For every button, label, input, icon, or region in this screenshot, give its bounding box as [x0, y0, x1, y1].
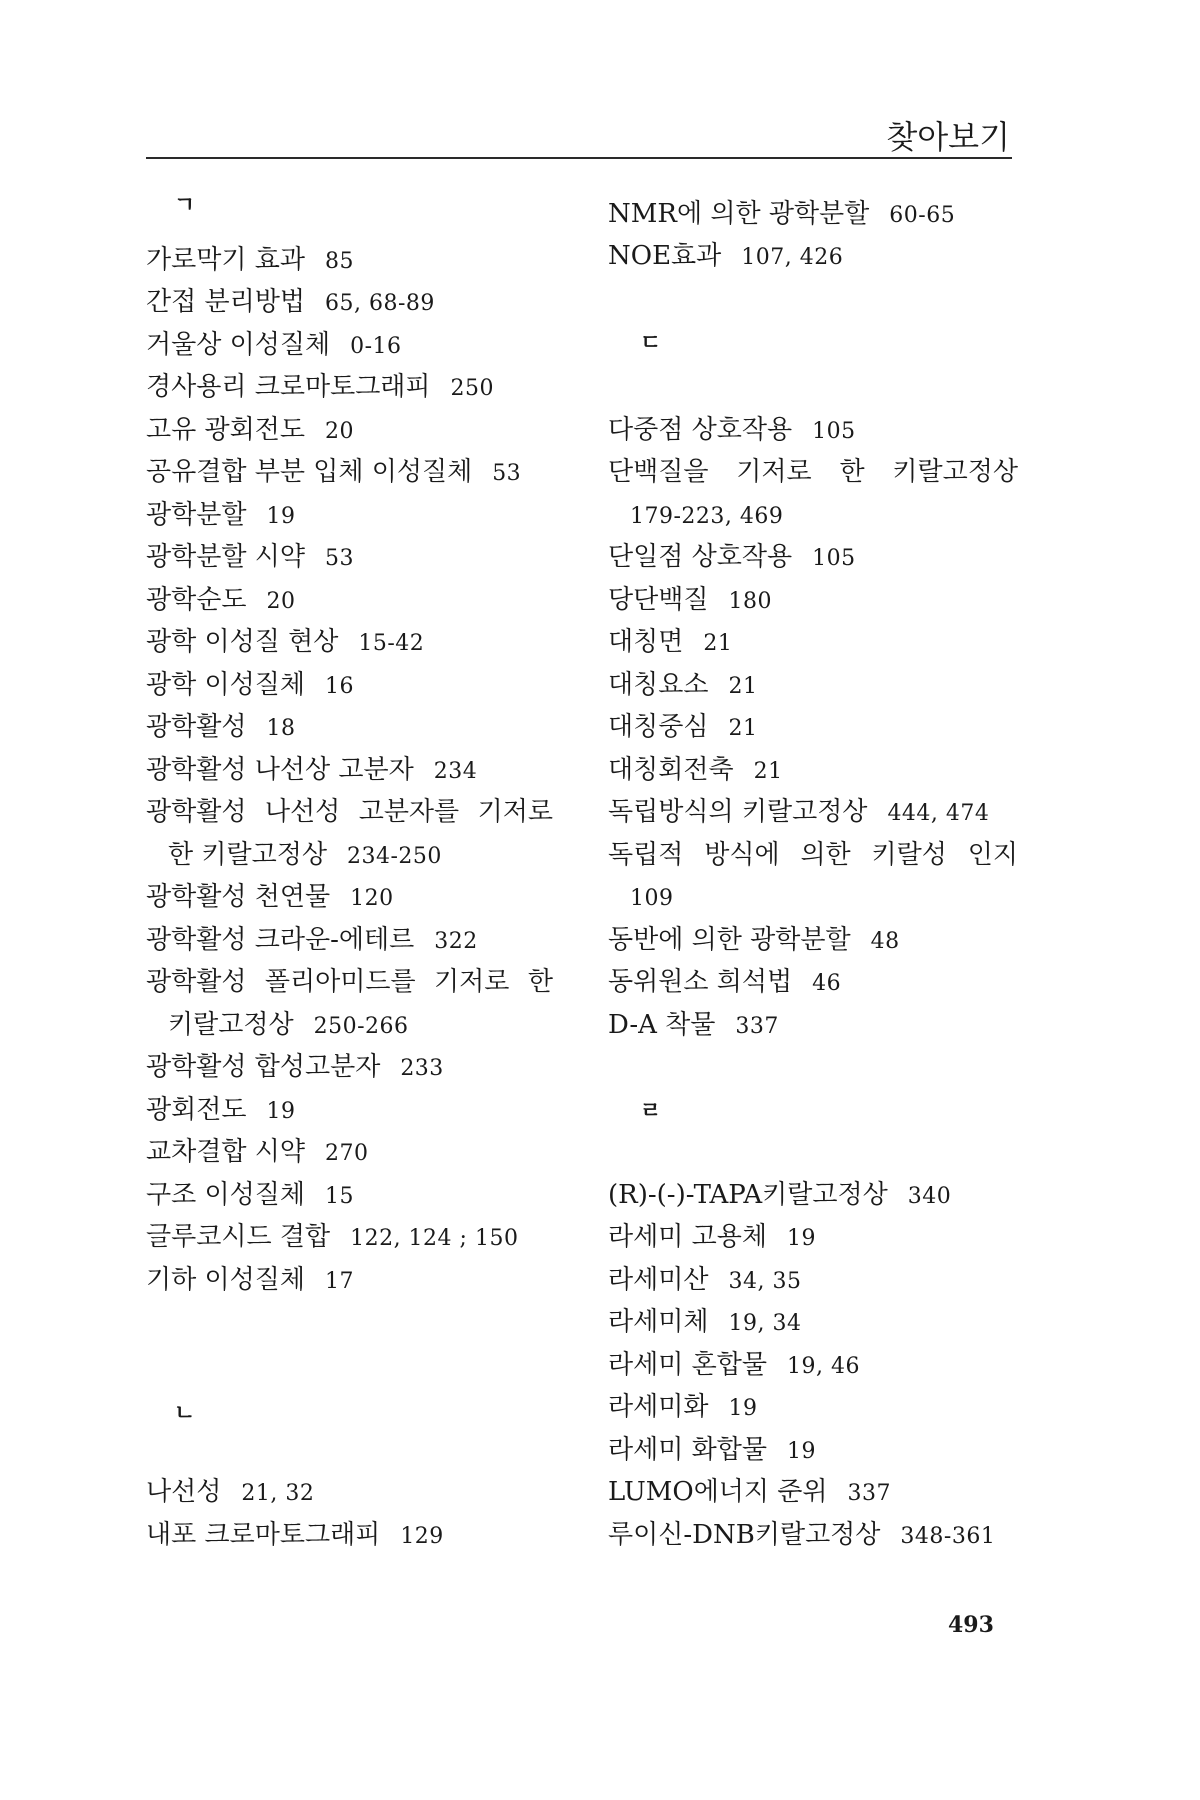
index-entry	[146, 454, 521, 492]
entry-pages: 21	[728, 674, 758, 699]
entry-term: 교차결합 시약	[146, 1137, 305, 1167]
index-entry	[146, 879, 394, 917]
index-entry	[608, 1262, 801, 1300]
index-entry	[608, 709, 757, 747]
entry-pages: 105	[812, 546, 856, 571]
entry-word: 고분자를	[358, 797, 460, 827]
entry-term: 나선성	[146, 1477, 222, 1507]
entry-term: 라세미 화합물	[608, 1435, 767, 1465]
entry-term: 내포 크로마토그래피	[146, 1520, 381, 1550]
index-entry	[608, 1389, 757, 1427]
entry-pages: 85	[324, 249, 354, 274]
entry-pages: 250	[450, 376, 495, 401]
entry-pages: 21, 32	[241, 1481, 315, 1506]
entry-word: 기저로	[477, 797, 553, 827]
entry-pages: 16	[324, 674, 354, 699]
entry-term: 광학 이성질 현상	[146, 627, 339, 657]
index-entry	[146, 1474, 314, 1512]
index-entry	[608, 1304, 801, 1342]
entry-pages: 322	[434, 929, 478, 954]
entry-pages: 234-250	[346, 844, 442, 869]
index-entry	[608, 624, 732, 662]
entry-word: 키랄성	[871, 840, 947, 870]
entry-term: 광학순도	[146, 585, 247, 615]
entry-pages: 19, 34	[728, 1311, 802, 1336]
index-entry	[146, 412, 354, 450]
entry-term: 거울상 이성질체	[146, 330, 331, 360]
entry-word: 나선성	[264, 797, 341, 827]
entry-pages: 19	[266, 1099, 296, 1124]
entry-pages: 21	[703, 631, 733, 656]
entry-pages: 19, 46	[786, 1354, 860, 1379]
index-entry	[146, 1177, 354, 1215]
index-entry-justified	[146, 794, 553, 830]
entry-term: 라세미 고용체	[608, 1222, 767, 1252]
index-entry	[608, 922, 900, 960]
entry-term: 당단백질	[608, 585, 709, 615]
index-entry	[608, 964, 841, 1002]
entry-term: 키랄고정상	[168, 1010, 294, 1040]
entry-term: 가로막기 효과	[146, 245, 305, 275]
entry-pages: 20	[266, 589, 296, 614]
entry-word: 폴리아미드를	[264, 967, 416, 997]
index-entry	[146, 709, 295, 747]
entry-term: D-A 착물	[608, 1010, 716, 1040]
index-entry	[608, 1347, 860, 1385]
entry-pages: 15-42	[358, 631, 425, 656]
entry-pages: 234	[433, 759, 478, 784]
entry-pages: 20	[324, 419, 354, 444]
entry-pages: 340	[907, 1184, 952, 1209]
index-entry	[608, 1474, 891, 1512]
entry-pages: 19	[728, 1396, 758, 1421]
section-heading-g: ㄱ	[174, 193, 196, 218]
index-entry	[146, 242, 354, 280]
entry-pages: 19	[786, 1226, 816, 1251]
index-entry-continuation	[630, 879, 674, 917]
entry-term: (R)-(-)-TAPA키랄고정상	[608, 1180, 888, 1210]
entry-pages: 21	[753, 759, 783, 784]
page-number: 493	[948, 1612, 994, 1638]
index-entry	[608, 1219, 816, 1257]
entry-pages: 15	[324, 1184, 354, 1209]
entry-pages: 46	[812, 971, 842, 996]
entry-pages: 179-223, 469	[630, 504, 784, 529]
entry-pages: 19	[266, 504, 296, 529]
index-entry	[608, 667, 757, 705]
entry-term: 광학 이성질체	[146, 670, 305, 700]
index-entry	[608, 1517, 995, 1555]
entry-term: 광학활성	[146, 712, 247, 742]
index-entry	[146, 922, 478, 960]
entry-word: 기저로	[736, 457, 812, 487]
entry-term: 경사용리 크로마토그래피	[146, 372, 431, 402]
index-entry-continuation	[168, 837, 442, 875]
entry-pages: 129	[400, 1524, 444, 1549]
entry-pages: 21	[728, 716, 758, 741]
entry-term: 광학분할 시약	[146, 542, 305, 572]
entry-term: 고유 광회전도	[146, 415, 305, 445]
index-entry	[146, 1219, 518, 1257]
entry-term: 글루코시드 결합	[146, 1222, 331, 1252]
entry-term: 광학활성 나선상 고분자	[146, 755, 414, 785]
entry-term: 광학활성 합성고분자	[146, 1052, 381, 1082]
index-entry	[146, 1049, 444, 1087]
entry-term: 광회전도	[146, 1095, 247, 1125]
index-entry	[608, 539, 856, 577]
entry-pages: 19	[786, 1439, 816, 1464]
entry-term: 광학활성 천연물	[146, 882, 331, 912]
index-entry	[146, 1517, 444, 1555]
entry-term: 광학분할	[146, 500, 247, 530]
index-entry	[608, 752, 783, 790]
index-entry	[608, 794, 989, 832]
entry-pages: 270	[324, 1141, 369, 1166]
index-entry	[608, 412, 856, 450]
index-entry-justified	[608, 454, 1018, 490]
entry-word: 단백질을	[608, 457, 709, 487]
entry-term: NOE효과	[608, 241, 722, 271]
entry-pages: 337	[847, 1481, 892, 1506]
header-divider	[146, 157, 1012, 159]
index-entry-continuation	[168, 1007, 409, 1045]
section-heading-r: ㄹ	[640, 1099, 662, 1124]
index-entry	[608, 196, 955, 234]
entry-word: 한	[527, 967, 553, 997]
page-title: 찾아보기	[886, 118, 1010, 156]
entry-pages: 233	[400, 1056, 444, 1081]
entry-term: 다중점 상호작용	[608, 415, 793, 445]
entry-word: 한	[839, 457, 865, 487]
index-entry	[146, 582, 295, 620]
entry-pages: 0-16	[350, 334, 402, 359]
index-entry	[146, 1092, 295, 1130]
index-entry-justified	[146, 964, 553, 1000]
index-entry-continuation	[630, 497, 783, 535]
entry-pages: 250-266	[313, 1014, 409, 1039]
entry-pages: 120	[350, 886, 394, 911]
entry-term: 라세미 혼합물	[608, 1350, 767, 1380]
entry-term: 대칭중심	[608, 712, 709, 742]
entry-pages: 53	[324, 546, 354, 571]
entry-pages: 65, 68-89	[324, 291, 435, 316]
entry-word: 키랄고정상	[892, 457, 1018, 487]
entry-pages: 107, 426	[741, 245, 844, 270]
entry-term: 대칭면	[608, 627, 684, 657]
entry-pages: 444, 474	[887, 801, 990, 826]
entry-term: LUMO에너지 준위	[608, 1477, 828, 1507]
index-entry	[146, 667, 354, 705]
entry-word: 기저로	[434, 967, 510, 997]
entry-pages: 337	[735, 1014, 779, 1039]
entry-term: 광학활성 크라운-에테르	[146, 925, 415, 955]
entry-pages: 60-65	[889, 203, 956, 228]
index-entry	[146, 1262, 354, 1300]
entry-term: 루이신-DNB키랄고정상	[608, 1520, 881, 1550]
index-entry	[146, 624, 424, 662]
index-entry	[146, 539, 354, 577]
entry-term: 대칭회전축	[608, 755, 734, 785]
index-entry	[146, 1134, 368, 1172]
entry-term: 독립방식의 키랄고정상	[608, 797, 868, 827]
entry-pages: 109	[630, 886, 674, 911]
entry-word: 인지	[967, 840, 1018, 870]
entry-word: 의한	[800, 840, 851, 870]
entry-word: 광학활성	[146, 967, 247, 997]
entry-term: 라세미체	[608, 1307, 709, 1337]
entry-term: 대칭요소	[608, 670, 709, 700]
entry-pages: 17	[324, 1269, 354, 1294]
entry-pages: 18	[266, 716, 296, 741]
entry-pages: 180	[728, 589, 772, 614]
entry-term: 기하 이성질체	[146, 1265, 305, 1295]
entry-pages: 348-361	[900, 1524, 996, 1549]
entry-pages: 34, 35	[728, 1269, 802, 1294]
index-entry-justified	[608, 837, 1018, 873]
index-entry	[146, 284, 435, 322]
index-entry	[146, 327, 402, 365]
entry-pages: 48	[870, 929, 900, 954]
entry-term: 간접 분리방법	[146, 287, 305, 317]
index-entry	[146, 369, 494, 407]
index-entry	[608, 1177, 951, 1215]
index-entry	[608, 1432, 816, 1470]
index-entry	[608, 582, 772, 620]
section-heading-d: ㄷ	[640, 331, 662, 356]
entry-term: 라세미화	[608, 1392, 709, 1422]
entry-word: 독립적	[608, 840, 684, 870]
entry-term: 한 키랄고정상	[168, 840, 327, 870]
entry-term: 공유결합 부분 입체 이성질체	[146, 457, 473, 487]
section-heading-n: ㄴ	[174, 1401, 196, 1426]
entry-pages: 53	[492, 461, 522, 486]
entry-pages: 105	[812, 419, 856, 444]
index-entry	[608, 1007, 779, 1045]
index-entry	[146, 752, 477, 790]
entry-word: 방식에	[704, 840, 780, 870]
entry-term: 동반에 의한 광학분할	[608, 925, 851, 955]
entry-pages: 122, 124 ; 150	[350, 1226, 519, 1251]
entry-word: 광학활성	[146, 797, 247, 827]
entry-term: 구조 이성질체	[146, 1180, 305, 1210]
entry-term: NMR에 의한 광학분할	[608, 199, 870, 229]
index-entry	[146, 497, 295, 535]
entry-term: 동위원소 희석법	[608, 967, 793, 997]
index-entry	[608, 238, 843, 276]
entry-term: 단일점 상호작용	[608, 542, 793, 572]
entry-term: 라세미산	[608, 1265, 709, 1295]
